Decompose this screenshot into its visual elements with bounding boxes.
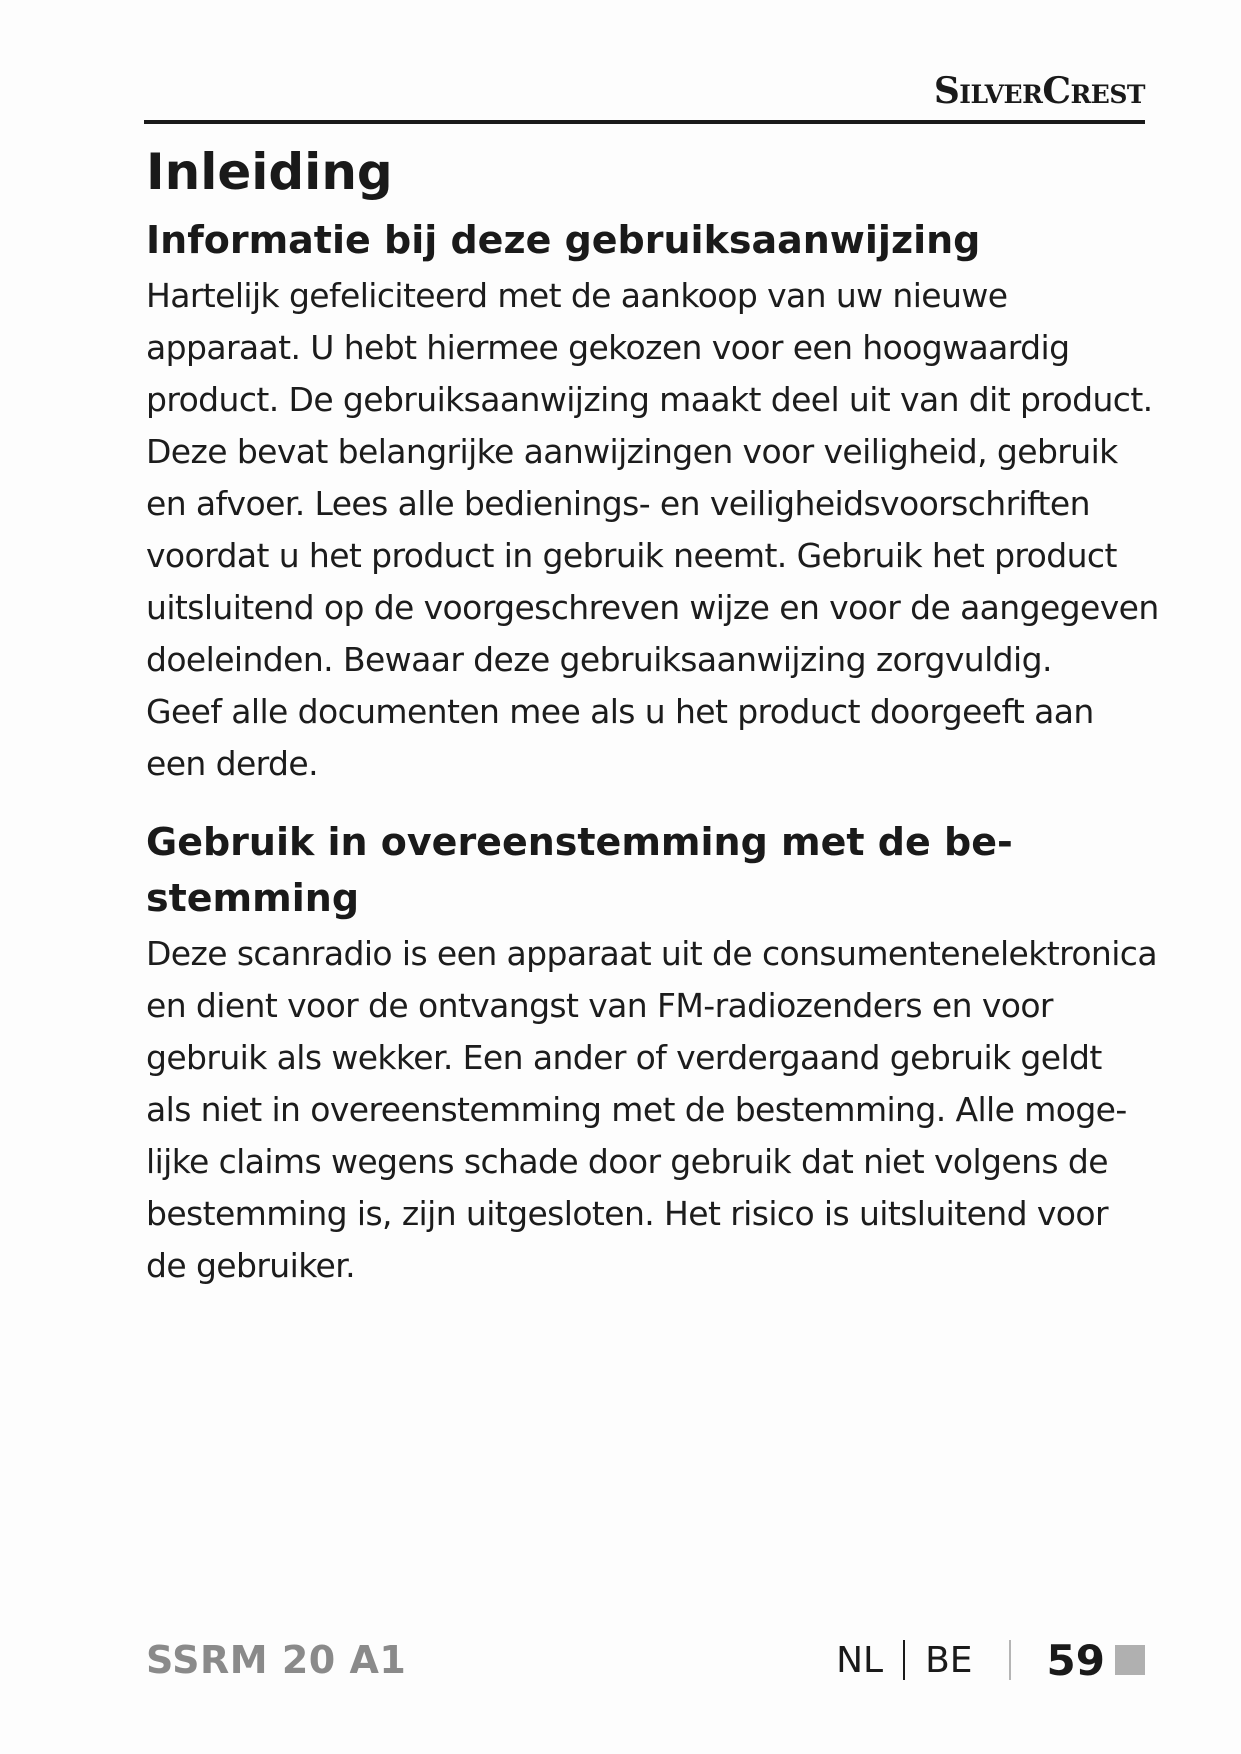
page-title: Inleiding <box>146 143 393 201</box>
paragraph-line: bestemming is, zijn uitgesloten. Het risico is uitsluitend voor <box>146 1194 1108 1233</box>
paragraph-line: de gebruiker. <box>146 1246 356 1285</box>
page-number: 59 <box>1046 1635 1105 1685</box>
header-rule <box>144 120 1145 124</box>
paragraph-line: een derde. <box>146 744 318 783</box>
paragraph-line: doeleinden. Bewaar deze gebruiksaanwijzing zorgvuldig. <box>146 640 1052 679</box>
footer-right <box>836 1632 1145 1688</box>
brand-logo: SilverCrest <box>933 70 1145 112</box>
page-content <box>146 136 1159 1316</box>
section-informatie <box>146 212 1159 790</box>
section-heading <box>146 212 1156 268</box>
paragraph-line: gebruik als wekker. Een ander of verdergaand gebruik geldt <box>146 1038 1102 1077</box>
footer-lang-be: BE <box>925 1639 973 1681</box>
square-marker-icon <box>1115 1645 1145 1675</box>
footer-model: SSRM 20 A1 <box>146 1638 407 1682</box>
paragraph-line: product. De gebruiksaanwijzing maakt deel uit van dit product. <box>146 380 1153 419</box>
paragraph-line: en dient voor de ontvangst van FM-radiozenders en voor <box>146 986 1053 1025</box>
paragraph-line: Geef alle documenten mee als u het product doorgeeft aan <box>146 692 1094 731</box>
paragraph-line: Hartelijk gefeliciteerd met de aankoop van uw nieuwe <box>146 276 1008 315</box>
section-paragraph <box>146 928 1156 1292</box>
paragraph-line: voordat u het product in gebruik neemt. Gebruik het product <box>146 536 1117 575</box>
paragraph-line: lijke claims wegens schade door gebruik dat niet volgens de <box>146 1142 1108 1181</box>
paragraph-line: als niet in overeenstemming met de bestemming. Alle moge- <box>146 1090 1127 1129</box>
paragraph-line: en afvoer. Lees alle bedienings- en veiligheidsvoorschriften <box>146 484 1090 523</box>
section-paragraph <box>146 270 1159 790</box>
paragraph-line: uitsluitend op de voorgeschreven wijze en voor de aangegeven <box>146 588 1159 627</box>
paragraph-line: Deze bevat belangrijke aanwijzingen voor veiligheid, gebruik <box>146 432 1118 471</box>
section-heading <box>146 814 1156 926</box>
footer-divider-light <box>1009 1640 1011 1680</box>
heading-line: stemming <box>146 876 360 920</box>
heading-line: Informatie bij deze gebruiksaanwijzing <box>146 218 981 262</box>
section-gebruik <box>146 814 1156 1292</box>
heading-line: Gebruik in overeenstemming met de be- <box>146 820 1013 864</box>
footer-lang-nl: NL <box>836 1639 884 1681</box>
paragraph-line: Deze scanradio is een apparaat uit de consumentenelektronica <box>146 934 1157 973</box>
footer-divider <box>903 1640 905 1680</box>
paragraph-line: apparaat. U hebt hiermee gekozen voor een hoogwaardig <box>146 328 1070 367</box>
